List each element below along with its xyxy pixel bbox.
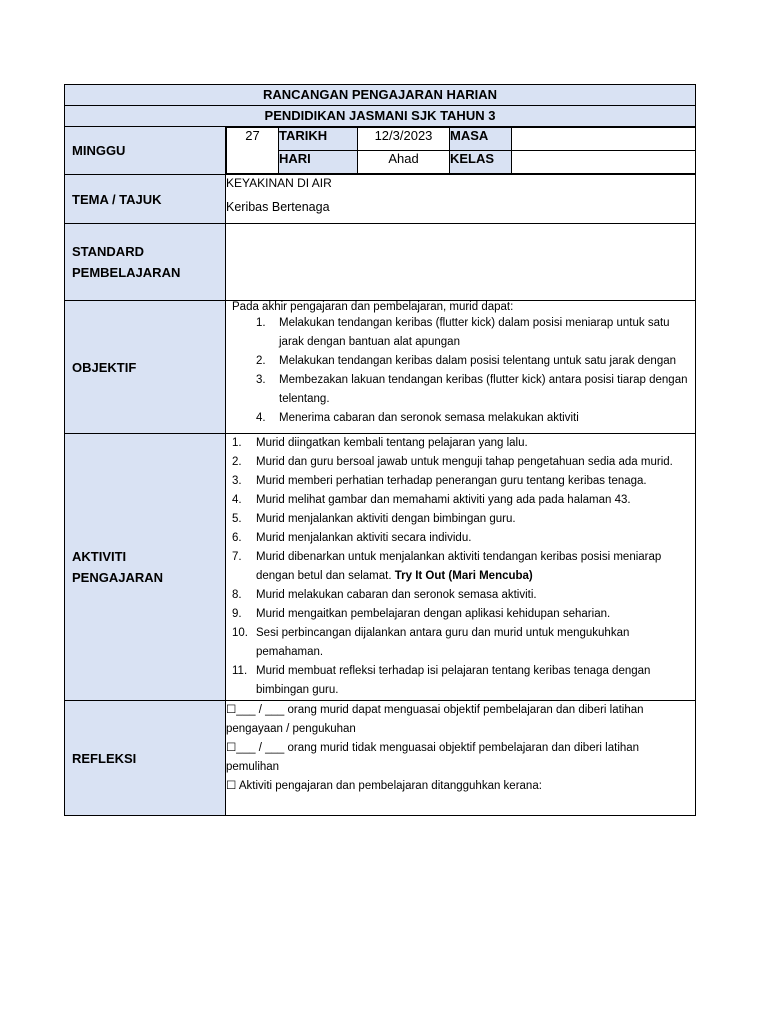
aktiviti-content [226, 434, 696, 701]
refleksi-line2: ☐___ / ___ orang murid tidak menguasai objektif pembelajaran dan diberi latihan pemulihan [226, 742, 640, 773]
tema-row [65, 175, 696, 224]
standard-value [226, 224, 696, 301]
objektif-row [65, 301, 696, 434]
tarikh-value: 12/3/2023 [358, 128, 450, 151]
refleksi-row [65, 701, 696, 816]
list-item: 2. Murid dan guru bersoal jawab untuk menguji tahap pengetahuan sedia ada murid. [232, 456, 673, 468]
standard-label-line2: PEMBELAJARAN [72, 265, 181, 280]
list-item: 4. Murid melihat gambar dan memahami aktiviti yang ada pada halaman 43. [232, 494, 631, 506]
refleksi-line3: ☐ Aktiviti pengajaran dan pembelajaran ditangguhkan kerana: [226, 780, 542, 792]
list-item: 10. Sesi perbincangan dijalankan antara guru dan murid untuk mengukuhkan pemahaman. [232, 627, 630, 658]
list-item: 7. Murid dibenarkan untuk menjalankan aktiviti tendangan keribas posisi meniarap dengan betul dan selamat. Try It Out (Mari Mencuba) [232, 551, 662, 582]
tarikh-label: TARIKH [279, 128, 358, 151]
standard-label [65, 224, 226, 301]
minggu-label: MINGGU [65, 127, 226, 175]
list-item: 11. Murid membuat refleksi terhadap isi pelajaran tentang keribas tenaga dengan bimbingan guru. [232, 665, 651, 696]
refleksi-content [226, 701, 696, 816]
refleksi-label: REFLEKSI [65, 701, 226, 816]
tema-value [226, 175, 696, 224]
aktiviti-label-line1: AKTIVITI [72, 549, 127, 564]
aktiviti-label [65, 434, 226, 701]
objektif-content [226, 301, 696, 434]
tema-label: TEMA / TAJUK [65, 175, 226, 224]
aktiviti-row [65, 434, 696, 701]
tema-line2: Keribas Bertenaga [226, 200, 330, 214]
standard-label-line1: STANDARD [72, 244, 144, 259]
aktiviti-list [226, 434, 695, 700]
hari-value: Ahad [358, 151, 450, 174]
details-cell [226, 127, 696, 175]
list-item: 9. Murid mengaitkan pembelajaran dengan aplikasi kehidupan seharian. [232, 608, 611, 620]
kelas-label: KELAS [450, 151, 512, 174]
minggu-row [65, 127, 696, 175]
minggu-value: 27 [227, 128, 279, 174]
list-item: 6. Murid menjalankan aktiviti secara individu. [232, 532, 472, 544]
aktiviti-label-line2: PENGAJARAN [72, 570, 164, 585]
objektif-list [226, 314, 695, 428]
details-table [226, 127, 695, 174]
list-item: 8. Murid melakukan cabaran dan seronok semasa aktiviti. [232, 589, 537, 601]
document-subtitle: PENDIDIKAN JASMANI SJK TAHUN 3 [65, 106, 696, 127]
tema-line1: KEYAKINAN DI AIR [226, 176, 332, 190]
list-item: 2. Melakukan tendangan keribas dalam posisi telentang untuk satu jarak dengan [256, 355, 677, 367]
masa-label: MASA [450, 128, 512, 151]
hari-label: HARI [279, 151, 358, 174]
masa-value [512, 128, 696, 151]
document-title: RANCANGAN PENGAJARAN HARIAN [65, 85, 696, 106]
objektif-label: OBJEKTIF [65, 301, 226, 434]
objektif-intro: Pada akhir pengajaran dan pembelajaran, murid dapat: [232, 301, 514, 313]
refleksi-line1: ☐___ / ___ orang murid dapat menguasai objektif pembelajaran dan diberi latihan pengayaan / pengukuhan [226, 704, 644, 735]
list-item: 5. Murid menjalankan aktiviti dengan bimbingan guru. [232, 513, 516, 525]
list-item: 3. Murid memberi perhatian terhadap penerangan guru tentang keribas tenaga. [232, 475, 647, 487]
list-item: 4. Menerima cabaran dan seronok semasa melakukan aktiviti [256, 412, 579, 424]
standard-row [65, 224, 696, 301]
lesson-plan-table [64, 84, 696, 816]
kelas-value [512, 151, 696, 174]
list-item: 3. Membezakan lakuan tendangan keribas (flutter kick) antara posisi tiarap dengan telentang. [256, 374, 688, 405]
list-item: 1. Murid diingatkan kembali tentang pelajaran yang lalu. [232, 437, 528, 449]
list-item: 1. Melakukan tendangan keribas (flutter kick) dalam posisi meniarap untuk satu jarak dengan bantuan alat apungan [256, 317, 670, 348]
